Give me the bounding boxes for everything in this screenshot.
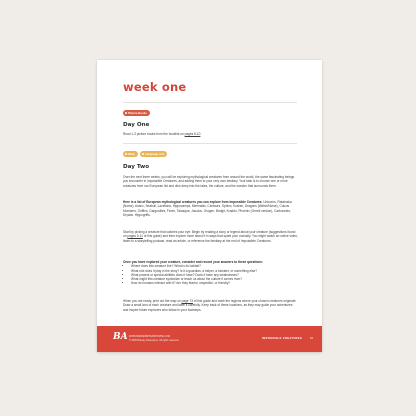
research-instructions: Start by picking a creature that catches your eye. Begin by reading a story or legend about your creature (suggestions found on pages 9-11 of this guide) and then explore more about it in ways that spark your curiosity. You might watch an online video, listen to a storytelling podcast, read an article, or reference the bestiary at the end of Impossible Creatures. [123,230,298,243]
creature-list: Here is a list of European mythological creatures you can explore from Impossible Creatures: Unicorns, Ratatoska (Norse), Avanc, Seabull, Lavellans, Hippocamps, Mermaids, Centaurs, Sphinx, Kraken, Dragons (Welsh/Norse), Colcus Monsters, Griffins, Gargouilles, Fenrir, Tarasque, Jaculus, Orogen, Bridgit, Kraddo, Phoenix (Greek version), Carbuncles, Dryads, Hippogriffs. [123,200,292,217]
brand-logo: BA [113,332,128,342]
divider [123,102,297,103]
pencil-icon [125,153,127,155]
footer-url[interactable]: WWW.BRAVEWRITERSHOPPE.COM [129,335,170,338]
worksheet-page [97,60,322,352]
footer-copyright: © 2025 Bravely Adventures. All rights reserved. [129,338,179,342]
question-item: • What powers or special abilities does it have? Does it have any weaknesses? [131,273,298,277]
questions-list [123,264,298,285]
question-item: • What might this creature symbolize or teach us about the culture it comes from? [131,277,298,281]
pages-link[interactable]: pages 9-11 [127,234,143,239]
questions-heading: Once you have explored your creature, consider and record your answers to these questions: [123,260,263,264]
day-one-title: Day One [123,122,150,128]
page-link[interactable]: page 73 [181,299,193,303]
question-item: • Where does this creature live? What is its habitat? [131,264,298,268]
question-item: • How do humans interact with it? Are they fearful, respectful, or friendly? [131,281,298,285]
tag-write [123,151,138,157]
map-instructions: When you are ready, print out the map on page 73 of this guide and mark the regions where your chosen creatures originate. Draw a small icon of each creature and label it carefully. Keep track of these locations, as they may guide your adventures and inspire future explorers who follow in your footsteps. [123,299,297,312]
pages-link[interactable]: pages 8-10 [184,132,201,136]
divider [123,143,297,144]
tag-language-arts [140,151,167,157]
day-two-intro: Over the next three weeks, you will be exploring mythological creatures from around the world, the same fascinating beings you encounter in Impossible Creatures, and adding them to your very own bestiary. Your task is to choose one or more creatures from our European list and dive deep into the tales, the culture, and the wonder that surrounds them. [123,175,295,188]
footer-book-title: IMPOSSIBLE CREATURES [262,337,302,340]
abc-icon [142,153,144,155]
footer-bar [97,326,322,352]
tag-label: Language Arts [145,152,165,156]
question-item: • What role does it play in the story? Is it a guardian, a helper, a trickster, or something else? [131,269,298,273]
day-two-title: Day Two [123,164,150,170]
questions-section [123,260,298,286]
page-number: 10 [310,337,313,340]
tag-label: Write [128,152,135,156]
book-icon [125,112,127,114]
day-one-text: Read 1-3 picture books from the booklist on pages 8-10. [123,132,202,136]
tag-label: Picture Books [128,111,147,115]
tag-picture-books [123,110,150,116]
week-title: week one [123,80,187,94]
